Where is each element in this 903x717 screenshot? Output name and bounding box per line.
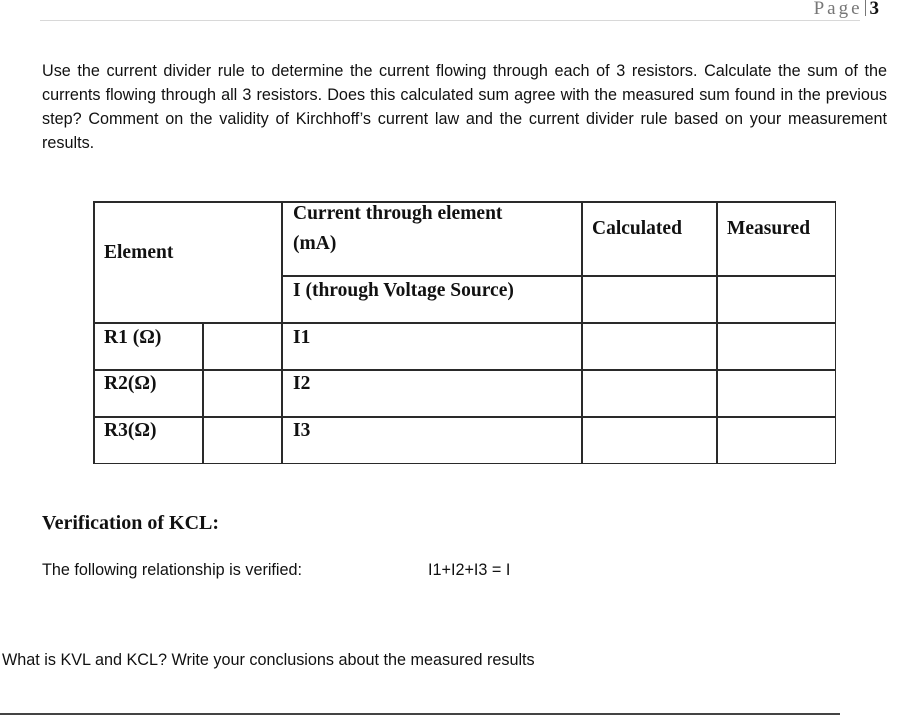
measured-header: Measured (727, 218, 811, 239)
calculated-header: Calculated (592, 218, 682, 239)
kcl-heading: Verification of KCL: (42, 512, 220, 534)
page-number-label (814, 0, 879, 20)
current-table (93, 201, 836, 464)
page-separator (865, 0, 866, 16)
table-border-bottom (93, 463, 836, 465)
page-number: 3 (869, 0, 879, 19)
table-row-line-r1 (93, 322, 836, 324)
table-divider-measured (716, 201, 718, 464)
table-border-right (835, 201, 837, 464)
table-row-line-r3 (93, 416, 836, 418)
table-row-r2-label: R2(Ω) (104, 373, 157, 394)
table-row-r1-label: R1 (Ω) (104, 327, 162, 348)
answer-line (0, 713, 840, 715)
table-divider-current (281, 201, 283, 464)
table-row-r1-current: I1 (293, 327, 311, 348)
page-word: Page (813, 0, 863, 19)
source-row-label: I (through Voltage Source) (293, 280, 514, 301)
intro-paragraph: Use the current divider rule to determine the current flowing through each of 3 resistors. Calculate the sum of the currents flowing through all 3 resistors. Does this calculated sum agree with the measured sum found in the previous step? Comment on the validity of Kirchhoff’s current law and the current divider rule based on your measurement results. (42, 62, 887, 152)
current-header-line1: Current through element (293, 203, 503, 224)
table-divider-resistor-value (202, 322, 204, 464)
table-row-r3-label: R3(Ω) (104, 420, 157, 441)
element-header: Element (104, 242, 174, 263)
table-row-line-r2 (93, 369, 836, 371)
table-row-line-source (281, 275, 836, 277)
table-divider-calculated (581, 201, 583, 464)
kcl-relation-label: The following relationship is verified: (42, 561, 303, 579)
table-border-left (93, 201, 95, 464)
table-row-r3-current: I3 (293, 420, 311, 441)
table-row-r2-current: I2 (293, 373, 311, 394)
current-header-line2: (mA) (293, 233, 337, 254)
header-rule (40, 20, 860, 21)
kcl-equation: I1+I2+I3 = I (428, 561, 511, 579)
kvl-kcl-question: What is KVL and KCL? Write your conclusions about the measured results (2, 651, 535, 669)
